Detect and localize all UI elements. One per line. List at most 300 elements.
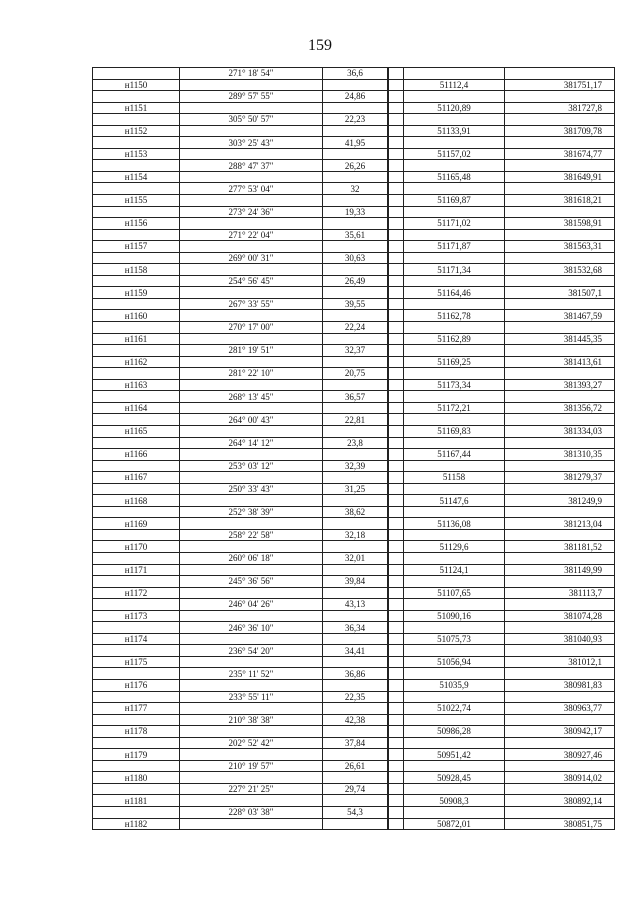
spacer-cell <box>388 275 404 287</box>
point-row <box>93 726 615 738</box>
length-cell: 38,62 <box>323 506 389 518</box>
point-row <box>93 425 615 437</box>
segment-row <box>93 160 615 172</box>
length-cell <box>323 749 389 761</box>
bearing-cell <box>180 726 323 738</box>
spacer-cell <box>388 171 404 183</box>
spacer-cell <box>388 125 404 137</box>
length-cell: 30,63 <box>323 252 389 264</box>
spacer-cell <box>388 333 404 345</box>
y-coordinate-cell: 381012,1 <box>505 656 615 668</box>
point-name-cell <box>93 460 180 472</box>
point-row <box>93 587 615 599</box>
point-name-cell <box>93 506 180 518</box>
length-cell <box>323 148 389 160</box>
bearing-cell <box>180 472 323 484</box>
length-cell <box>323 195 389 207</box>
y-coordinate-cell: 381445,35 <box>505 333 615 345</box>
spacer-cell <box>388 714 404 726</box>
length-cell <box>323 425 389 437</box>
spacer-cell <box>388 183 404 195</box>
y-coordinate-cell <box>505 691 615 703</box>
bearing-cell <box>180 218 323 230</box>
bearing-cell: 202° 52' 42" <box>180 737 323 749</box>
x-coordinate-cell <box>404 160 505 172</box>
bearing-cell <box>180 148 323 160</box>
length-cell: 32,39 <box>323 460 389 472</box>
length-cell: 36,6 <box>323 68 389 80</box>
length-cell <box>323 472 389 484</box>
point-name-cell: н1157 <box>93 241 180 253</box>
x-coordinate-cell <box>404 645 505 657</box>
y-coordinate-cell: 381751,17 <box>505 79 615 91</box>
point-row <box>93 795 615 807</box>
x-coordinate-cell <box>404 529 505 541</box>
x-coordinate-cell <box>404 322 505 334</box>
length-cell: 26,61 <box>323 760 389 772</box>
point-name-cell: н1166 <box>93 449 180 461</box>
y-coordinate-cell: 381113,7 <box>505 587 615 599</box>
y-coordinate-cell: 380892,14 <box>505 795 615 807</box>
bearing-cell: 281° 19' 51" <box>180 345 323 357</box>
bearing-cell: 235° 11' 52" <box>180 668 323 680</box>
y-coordinate-cell <box>505 229 615 241</box>
spacer-cell <box>388 737 404 749</box>
x-coordinate-cell: 51090,16 <box>404 610 505 622</box>
y-coordinate-cell: 381334,03 <box>505 425 615 437</box>
y-coordinate-cell <box>505 599 615 611</box>
point-name-cell <box>93 183 180 195</box>
length-cell: 42,38 <box>323 714 389 726</box>
length-cell: 36,34 <box>323 622 389 634</box>
x-coordinate-cell <box>404 91 505 103</box>
x-coordinate-cell: 51022,74 <box>404 703 505 715</box>
point-row <box>93 264 615 276</box>
x-coordinate-cell <box>404 552 505 564</box>
spacer-cell <box>388 148 404 160</box>
y-coordinate-cell <box>505 622 615 634</box>
spacer-cell <box>388 252 404 264</box>
x-coordinate-cell <box>404 252 505 264</box>
spacer-cell <box>388 506 404 518</box>
segment-row <box>93 529 615 541</box>
x-coordinate-cell: 51133,91 <box>404 125 505 137</box>
y-coordinate-cell <box>505 737 615 749</box>
point-name-cell <box>93 576 180 588</box>
length-cell: 26,49 <box>323 275 389 287</box>
point-name-cell <box>93 206 180 218</box>
spacer-cell <box>388 102 404 114</box>
bearing-cell <box>180 287 323 299</box>
x-coordinate-cell: 51112,4 <box>404 79 505 91</box>
length-cell <box>323 171 389 183</box>
spacer-cell <box>388 703 404 715</box>
segment-row <box>93 552 615 564</box>
bearing-cell: 236° 54' 20" <box>180 645 323 657</box>
point-name-cell <box>93 160 180 172</box>
point-row <box>93 171 615 183</box>
spacer-cell <box>388 298 404 310</box>
bearing-cell <box>180 79 323 91</box>
point-name-cell: н1158 <box>93 264 180 276</box>
y-coordinate-cell <box>505 137 615 149</box>
bearing-cell: 264° 14' 12" <box>180 437 323 449</box>
spacer-cell <box>388 195 404 207</box>
x-coordinate-cell <box>404 783 505 795</box>
bearing-cell: 250° 33' 43" <box>180 483 323 495</box>
x-coordinate-cell: 50951,42 <box>404 749 505 761</box>
length-cell <box>323 102 389 114</box>
y-coordinate-cell: 381507,1 <box>505 287 615 299</box>
segment-row <box>93 506 615 518</box>
spacer-cell <box>388 391 404 403</box>
length-cell: 31,25 <box>323 483 389 495</box>
x-coordinate-cell <box>404 114 505 126</box>
segment-row <box>93 229 615 241</box>
x-coordinate-cell <box>404 414 505 426</box>
spacer-cell <box>388 656 404 668</box>
point-name-cell <box>93 599 180 611</box>
y-coordinate-cell <box>505 645 615 657</box>
bearing-cell: 289° 57' 55" <box>180 91 323 103</box>
point-name-cell: н1180 <box>93 772 180 784</box>
y-coordinate-cell: 381393,27 <box>505 379 615 391</box>
y-coordinate-cell: 381674,77 <box>505 148 615 160</box>
y-coordinate-cell <box>505 483 615 495</box>
page-number: 159 <box>308 37 332 54</box>
length-cell <box>323 703 389 715</box>
length-cell: 22,23 <box>323 114 389 126</box>
segment-row <box>93 322 615 334</box>
y-coordinate-cell <box>505 576 615 588</box>
bearing-cell: 245° 36' 56" <box>180 576 323 588</box>
point-name-cell: н1168 <box>93 495 180 507</box>
segment-row <box>93 668 615 680</box>
point-row <box>93 541 615 553</box>
bearing-cell <box>180 333 323 345</box>
y-coordinate-cell <box>505 368 615 380</box>
bearing-cell <box>180 656 323 668</box>
x-coordinate-cell: 51124,1 <box>404 564 505 576</box>
segment-row <box>93 737 615 749</box>
point-name-cell: н1173 <box>93 610 180 622</box>
point-row <box>93 148 615 160</box>
y-coordinate-cell <box>505 807 615 819</box>
segment-row <box>93 275 615 287</box>
x-coordinate-cell: 51169,25 <box>404 356 505 368</box>
length-cell: 34,41 <box>323 645 389 657</box>
spacer-cell <box>388 368 404 380</box>
spacer-cell <box>388 726 404 738</box>
point-name-cell <box>93 483 180 495</box>
spacer-cell <box>388 68 404 80</box>
spacer-cell <box>388 576 404 588</box>
point-name-cell: н1156 <box>93 218 180 230</box>
y-coordinate-cell: 381532,68 <box>505 264 615 276</box>
spacer-cell <box>388 356 404 368</box>
segment-row <box>93 691 615 703</box>
point-name-cell: н1179 <box>93 749 180 761</box>
length-cell: 41,95 <box>323 137 389 149</box>
spacer-cell <box>388 622 404 634</box>
point-row <box>93 495 615 507</box>
bearing-cell: 268° 13' 45" <box>180 391 323 403</box>
spacer-cell <box>388 425 404 437</box>
length-cell: 32,18 <box>323 529 389 541</box>
length-cell <box>323 518 389 530</box>
point-name-cell <box>93 414 180 426</box>
segment-row <box>93 183 615 195</box>
y-coordinate-cell <box>505 252 615 264</box>
bearing-cell: 246° 04' 26" <box>180 599 323 611</box>
spacer-cell <box>388 449 404 461</box>
length-cell: 32,37 <box>323 345 389 357</box>
length-cell: 36,57 <box>323 391 389 403</box>
bearing-cell <box>180 102 323 114</box>
length-cell <box>323 587 389 599</box>
point-row <box>93 402 615 414</box>
segment-row <box>93 760 615 772</box>
x-coordinate-cell <box>404 275 505 287</box>
point-row <box>93 818 615 830</box>
segment-row <box>93 368 615 380</box>
bearing-cell <box>180 495 323 507</box>
point-row <box>93 518 615 530</box>
segment-row <box>93 460 615 472</box>
segment-row <box>93 298 615 310</box>
bearing-cell <box>180 125 323 137</box>
y-coordinate-cell: 381213,04 <box>505 518 615 530</box>
length-cell <box>323 264 389 276</box>
x-coordinate-cell: 51107,65 <box>404 587 505 599</box>
spacer-cell <box>388 633 404 645</box>
spacer-cell <box>388 818 404 830</box>
length-cell <box>323 310 389 322</box>
y-coordinate-cell <box>505 437 615 449</box>
x-coordinate-cell <box>404 506 505 518</box>
bearing-cell: 252° 38' 39" <box>180 506 323 518</box>
point-name-cell: н1178 <box>93 726 180 738</box>
x-coordinate-cell <box>404 576 505 588</box>
segment-row <box>93 345 615 357</box>
y-coordinate-cell: 381563,31 <box>505 241 615 253</box>
point-row <box>93 218 615 230</box>
point-name-cell: н1172 <box>93 587 180 599</box>
length-cell <box>323 402 389 414</box>
spacer-cell <box>388 807 404 819</box>
point-name-cell <box>93 252 180 264</box>
y-coordinate-cell <box>505 114 615 126</box>
length-cell <box>323 633 389 645</box>
spacer-cell <box>388 322 404 334</box>
segment-row <box>93 437 615 449</box>
bearing-cell: 246° 36' 10" <box>180 622 323 634</box>
point-name-cell: н1164 <box>93 402 180 414</box>
x-coordinate-cell: 51136,08 <box>404 518 505 530</box>
point-name-cell: н1170 <box>93 541 180 553</box>
point-name-cell <box>93 91 180 103</box>
bearing-cell <box>180 195 323 207</box>
point-name-cell: н1161 <box>93 333 180 345</box>
x-coordinate-cell: 51165,48 <box>404 171 505 183</box>
point-row <box>93 472 615 484</box>
point-name-cell <box>93 783 180 795</box>
spacer-cell <box>388 783 404 795</box>
y-coordinate-cell: 380942,17 <box>505 726 615 738</box>
point-row <box>93 102 615 114</box>
x-coordinate-cell <box>404 345 505 357</box>
length-cell <box>323 656 389 668</box>
point-name-cell <box>93 645 180 657</box>
x-coordinate-cell <box>404 391 505 403</box>
spacer-cell <box>388 437 404 449</box>
length-cell <box>323 726 389 738</box>
x-coordinate-cell: 51162,89 <box>404 333 505 345</box>
y-coordinate-cell: 381413,61 <box>505 356 615 368</box>
y-coordinate-cell: 380963,77 <box>505 703 615 715</box>
point-name-cell <box>93 114 180 126</box>
segment-row <box>93 206 615 218</box>
point-name-cell <box>93 737 180 749</box>
bearing-cell <box>180 425 323 437</box>
bearing-cell <box>180 564 323 576</box>
bearing-cell: 210° 19' 57" <box>180 760 323 772</box>
spacer-cell <box>388 218 404 230</box>
y-coordinate-cell <box>505 345 615 357</box>
point-name-cell: н1150 <box>93 79 180 91</box>
point-name-cell: н1181 <box>93 795 180 807</box>
x-coordinate-cell: 51171,02 <box>404 218 505 230</box>
bearing-cell: 254° 56' 45" <box>180 275 323 287</box>
x-coordinate-cell <box>404 183 505 195</box>
y-coordinate-cell <box>505 91 615 103</box>
y-coordinate-cell <box>505 552 615 564</box>
length-cell: 19,33 <box>323 206 389 218</box>
point-name-cell: н1169 <box>93 518 180 530</box>
point-row <box>93 610 615 622</box>
bearing-cell: 270° 17' 00" <box>180 322 323 334</box>
point-name-cell <box>93 345 180 357</box>
point-row <box>93 703 615 715</box>
segment-row <box>93 783 615 795</box>
length-cell: 32,01 <box>323 552 389 564</box>
length-cell: 39,84 <box>323 576 389 588</box>
x-coordinate-cell: 51169,87 <box>404 195 505 207</box>
bearing-cell: 264° 00' 43" <box>180 414 323 426</box>
length-cell <box>323 795 389 807</box>
point-name-cell: н1165 <box>93 425 180 437</box>
y-coordinate-cell: 381279,37 <box>505 472 615 484</box>
length-cell <box>323 564 389 576</box>
point-name-cell <box>93 552 180 564</box>
length-cell: 35,61 <box>323 229 389 241</box>
spacer-cell <box>388 587 404 599</box>
x-coordinate-cell: 51120,89 <box>404 102 505 114</box>
bearing-cell <box>180 310 323 322</box>
y-coordinate-cell <box>505 275 615 287</box>
y-coordinate-cell <box>505 760 615 772</box>
point-row <box>93 79 615 91</box>
y-coordinate-cell: 380914,02 <box>505 772 615 784</box>
bearing-cell <box>180 633 323 645</box>
spacer-cell <box>388 472 404 484</box>
spacer-cell <box>388 310 404 322</box>
spacer-cell <box>388 518 404 530</box>
point-name-cell: н1152 <box>93 125 180 137</box>
length-cell <box>323 241 389 253</box>
y-coordinate-cell <box>505 414 615 426</box>
bearing-cell: 260° 06' 18" <box>180 552 323 564</box>
spacer-cell <box>388 379 404 391</box>
y-coordinate-cell: 381040,93 <box>505 633 615 645</box>
length-cell <box>323 610 389 622</box>
bearing-cell <box>180 610 323 622</box>
x-coordinate-cell <box>404 298 505 310</box>
bearing-cell: 288° 47' 37" <box>180 160 323 172</box>
point-name-cell <box>93 298 180 310</box>
point-row <box>93 564 615 576</box>
length-cell <box>323 287 389 299</box>
y-coordinate-cell <box>505 714 615 726</box>
point-name-cell: н1151 <box>93 102 180 114</box>
point-name-cell: н1171 <box>93 564 180 576</box>
point-name-cell <box>93 229 180 241</box>
bearing-cell: 269° 00' 31" <box>180 252 323 264</box>
x-coordinate-cell <box>404 807 505 819</box>
point-name-cell <box>93 368 180 380</box>
spacer-cell <box>388 287 404 299</box>
x-coordinate-cell <box>404 206 505 218</box>
bearing-cell <box>180 587 323 599</box>
y-coordinate-cell: 381598,91 <box>505 218 615 230</box>
point-name-cell: н1174 <box>93 633 180 645</box>
x-coordinate-cell: 51162,78 <box>404 310 505 322</box>
bearing-cell <box>180 679 323 691</box>
spacer-cell <box>388 229 404 241</box>
bearing-cell: 303° 25' 43" <box>180 137 323 149</box>
y-coordinate-cell <box>505 391 615 403</box>
point-name-cell: н1167 <box>93 472 180 484</box>
bearing-cell <box>180 795 323 807</box>
point-name-cell: н1162 <box>93 356 180 368</box>
spacer-cell <box>388 264 404 276</box>
point-name-cell <box>93 68 180 80</box>
point-row <box>93 310 615 322</box>
x-coordinate-cell <box>404 437 505 449</box>
length-cell: 22,24 <box>323 322 389 334</box>
length-cell <box>323 79 389 91</box>
point-name-cell <box>93 691 180 703</box>
x-coordinate-cell: 50928,45 <box>404 772 505 784</box>
x-coordinate-cell <box>404 622 505 634</box>
x-coordinate-cell: 51171,87 <box>404 241 505 253</box>
spacer-cell <box>388 552 404 564</box>
point-row <box>93 356 615 368</box>
bearing-cell: 305° 50' 57" <box>180 114 323 126</box>
bearing-cell <box>180 241 323 253</box>
x-coordinate-cell <box>404 68 505 80</box>
segment-row <box>93 576 615 588</box>
y-coordinate-cell <box>505 298 615 310</box>
bearing-cell: 258° 22' 58" <box>180 529 323 541</box>
y-coordinate-cell <box>505 460 615 472</box>
bearing-cell: 277° 53' 04" <box>180 183 323 195</box>
point-name-cell: н1175 <box>93 656 180 668</box>
bearing-cell: 271° 18' 54" <box>180 68 323 80</box>
length-cell: 36,86 <box>323 668 389 680</box>
bearing-cell: 210° 38' 38" <box>180 714 323 726</box>
spacer-cell <box>388 795 404 807</box>
